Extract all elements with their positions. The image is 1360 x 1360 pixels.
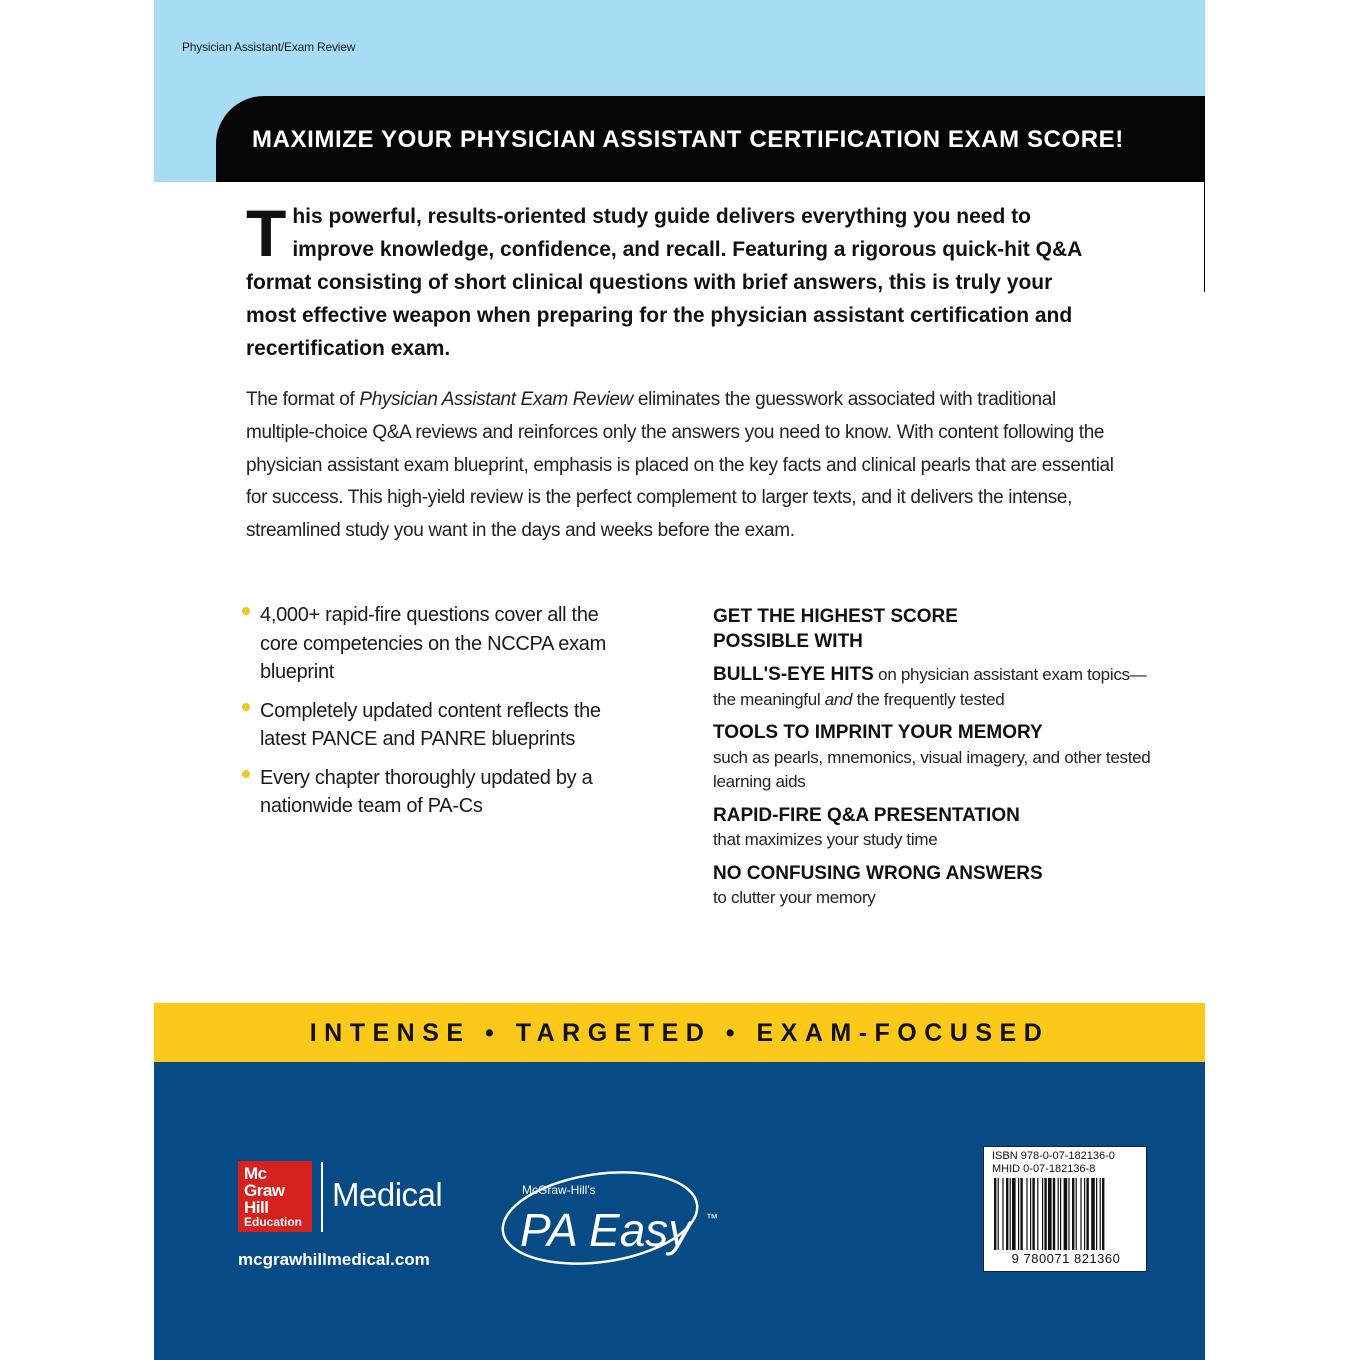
highlight-item: TOOLS TO IMPRINT YOUR MEMORY such as pearls, mnemonics, visual imagery, and other tested learning aids [713,721,1153,795]
tagline-band [154,1003,1205,1062]
barcode-bar [1068,1178,1069,1250]
barcode-bar [1010,1178,1011,1250]
mhid: MHID 0-07-182136-8 [992,1163,1096,1175]
book-title: Physician Assistant Exam Review [359,389,633,410]
mcgraw-hill-logo: Mc Graw Hill Education [238,1161,312,1232]
barcode-bar [1053,1178,1055,1250]
highlight-item: RAPID-FIRE Q&A PRESENTATION that maximizes your study time [713,804,1153,853]
feature-item: Every chapter thoroughly updated by a nationwide team of PA-Cs [238,764,638,821]
barcode-bar [1020,1178,1022,1250]
highlight-title: BULL'S-EYE HITS [713,664,874,685]
pa-easy-small: McGraw-Hill's [522,1183,596,1197]
barcode-bar [1032,1178,1034,1250]
barcode-bar [1058,1178,1059,1250]
barcode-bar [1091,1178,1095,1250]
barcode-bar [1096,1178,1097,1250]
body-lead: The format of [246,389,360,410]
isbn: ISBN 978-0-07-182136-0 [992,1150,1115,1162]
barcode-bar [1012,1178,1016,1250]
barcode-bar [1048,1178,1052,1250]
bullet-icon [242,770,250,778]
barcode-bar [1030,1178,1031,1250]
feature-list [238,601,638,831]
intro-paragraph [246,196,1096,365]
barcode-bar [1100,1178,1101,1250]
barcode-bar [998,1178,999,1250]
intro-text: his powerful, results-oriented study guide delivers everything you need to improve knowledge, confidence, and recall. Featuring a rigorous quick-hit Q&A format consisting of short clinical questions with brief answers, this is truly your most effective weapon when preparing for the physician assistant certification and recertification exam. [246,205,1082,360]
barcode-bar [1102,1178,1104,1250]
barcode-bar [1026,1178,1027,1250]
back-cover [154,0,1205,1360]
highlight-title: NO CONFUSING WRONG ANSWERS [713,862,1043,884]
highlight-item: NO CONFUSING WRONG ANSWERS to clutter your memory [713,862,1153,911]
drop-cap: T [246,196,287,270]
logo-divider [321,1162,323,1232]
barcode [983,1146,1147,1272]
body-paragraph [246,384,1126,548]
barcode-bar [1006,1178,1008,1250]
barcode-bar [1018,1178,1019,1250]
highlights-heading: GET THE HIGHEST SCORE POSSIBLE WITH [713,606,958,652]
pa-easy-name: PA Easy [520,1204,692,1256]
feature-item: Completely updated content reflects the latest PANCE and PANRE blueprints [238,697,638,754]
tagline: INTENSE • TARGETED • EXAM-FOCUSED [309,1019,1050,1047]
barcode-bar [1042,1178,1043,1250]
barcode-bar [1044,1178,1046,1250]
barcode-bar [1064,1178,1068,1250]
website-url: mcgrawhillmedical.com [238,1250,430,1269]
body-rest: eliminates the guesswork associated with traditional multiple-choice Q&A reviews and reinforces only the answers you need to know. With content following the physician assistant exam blueprint, emphasis is placed on the key facts and clinical pearls that are essential for success. This high-yield review is the perfect complement to larger texts, and it delivers the intense, streamlined study you want in the days and weeks before the exam. [246,389,1114,542]
barcode-bar [1076,1178,1077,1250]
headline: MAXIMIZE YOUR PHYSICIAN ASSISTANT CERTIFICATION EXAM SCORE! [252,126,1124,153]
imprint-name: Medical [332,1176,443,1213]
pa-easy-logo [500,1150,730,1280]
barcode-bar [1084,1178,1085,1250]
barcode-bar [1037,1178,1038,1250]
barcode-bars [992,1178,1138,1250]
highlight-title: RAPID-FIRE Q&A PRESENTATION [713,804,1020,826]
barcode-bar [1060,1178,1061,1250]
bullet-icon [242,703,250,711]
barcode-bar [1002,1178,1003,1250]
highlight-item: BULL'S-EYE HITS on physician assistant exam topics—the meaningful and the frequently tested [713,664,1147,709]
publisher-band [154,1062,1205,1360]
highlight-title: TOOLS TO IMPRINT YOUR MEMORY [713,722,1043,743]
headline-bar [216,96,1205,182]
feature-item: 4,000+ rapid-fire questions cover all the core competencies on the NCCPA exam blueprint [238,601,638,687]
category-label: Physician Assistant/Exam Review [182,40,356,54]
barcode-bar [1072,1178,1074,1250]
side-rule [1204,182,1205,292]
barcode-bar [1080,1178,1081,1250]
barcode-bar [1086,1178,1088,1250]
barcode-bar [994,1178,996,1250]
pa-easy-tm: ™ [706,1211,718,1225]
highlights [713,604,1153,911]
barcode-number: 9 780071 821360 [1011,1251,1121,1266]
bullet-icon [242,607,250,615]
